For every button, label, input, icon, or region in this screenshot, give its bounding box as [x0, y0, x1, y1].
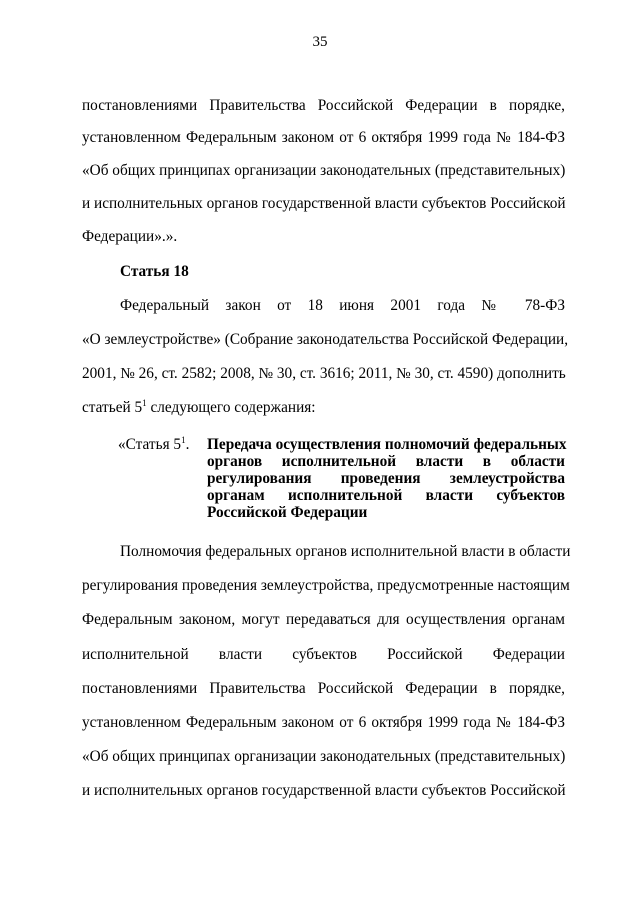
paragraph-3-line-2: регулирования проведения землеустройства, предусмотренные настоящим [82, 577, 570, 594]
paragraph-2-line-4-tail: следующего содержания: [146, 399, 316, 416]
paragraph-2-line-3: 2001, № 26, ст. 2582; 2008, № 30, ст. 3616; 2011, № 30, ст. 4590) дополнить [82, 365, 566, 382]
paragraph-1-line-3: «Об общих принципах организации законодательных (представительных) [82, 162, 566, 179]
new-article-title-line-3: регулирования проведения землеустройства [207, 470, 565, 487]
paragraph-2-line-1: Федеральный закон от 18 июня 2001 года № 78-ФЗ [120, 297, 565, 314]
new-article-label-sup: 1 [181, 434, 186, 445]
new-article-title-line-2: органов исполнительной власти в области [207, 453, 565, 470]
paragraph-1-line-4: и исполнительных органов государственной власти субъектов Российской [82, 195, 566, 212]
paragraph-3-line-5: постановлениями Правительства Российской Федерации в порядке, [82, 680, 565, 697]
article-heading: Статья 18 [120, 263, 189, 280]
paragraph-2-line-4 [82, 398, 565, 418]
paragraph-3-line-4: исполнительной власти субъектов Российской Федерации [82, 646, 565, 663]
page-number: 35 [312, 34, 328, 50]
superscript: 1 [142, 397, 147, 408]
new-article-label-suffix: . [185, 436, 190, 453]
new-article-label-prefix: «Статья 5 [118, 436, 182, 453]
paragraph-2-line-4-text: статьей 5 [82, 399, 143, 416]
paragraph-3-line-7: «Об общих принципах организации законодательных (представительных) [82, 748, 566, 765]
paragraph-2-line-2: «О землеустройстве» (Собрание законодательства Российской Федерации, [82, 331, 569, 348]
paragraph-1-line-2: установленном Федеральным законом от 6 октября 1999 года № 184-ФЗ [82, 129, 565, 146]
paragraph-3-line-3: Федеральным законом, могут передаваться для осуществления органам [82, 611, 565, 628]
paragraph-3-line-6: установленном Федеральным законом от 6 октября 1999 года № 184-ФЗ [82, 714, 565, 731]
new-article-title-line-5: Российской Федерации [207, 504, 368, 521]
new-article-title-line-4: органам исполнительной власти субъектов [207, 487, 565, 504]
paragraph-1-line-1: постановлениями Правительства Российской Федерации в порядке, [82, 97, 565, 114]
new-article-label [118, 436, 189, 453]
paragraph-3-line-1: Полномочия федеральных органов исполнительной власти в области [120, 543, 571, 560]
paragraph-1-line-5: Федерации».». [82, 228, 178, 245]
paragraph-3-line-8: и исполнительных органов государственной власти субъектов Российской [82, 782, 566, 799]
new-article-title-line-1: Передача осуществления полномочий федеральных [207, 436, 567, 453]
